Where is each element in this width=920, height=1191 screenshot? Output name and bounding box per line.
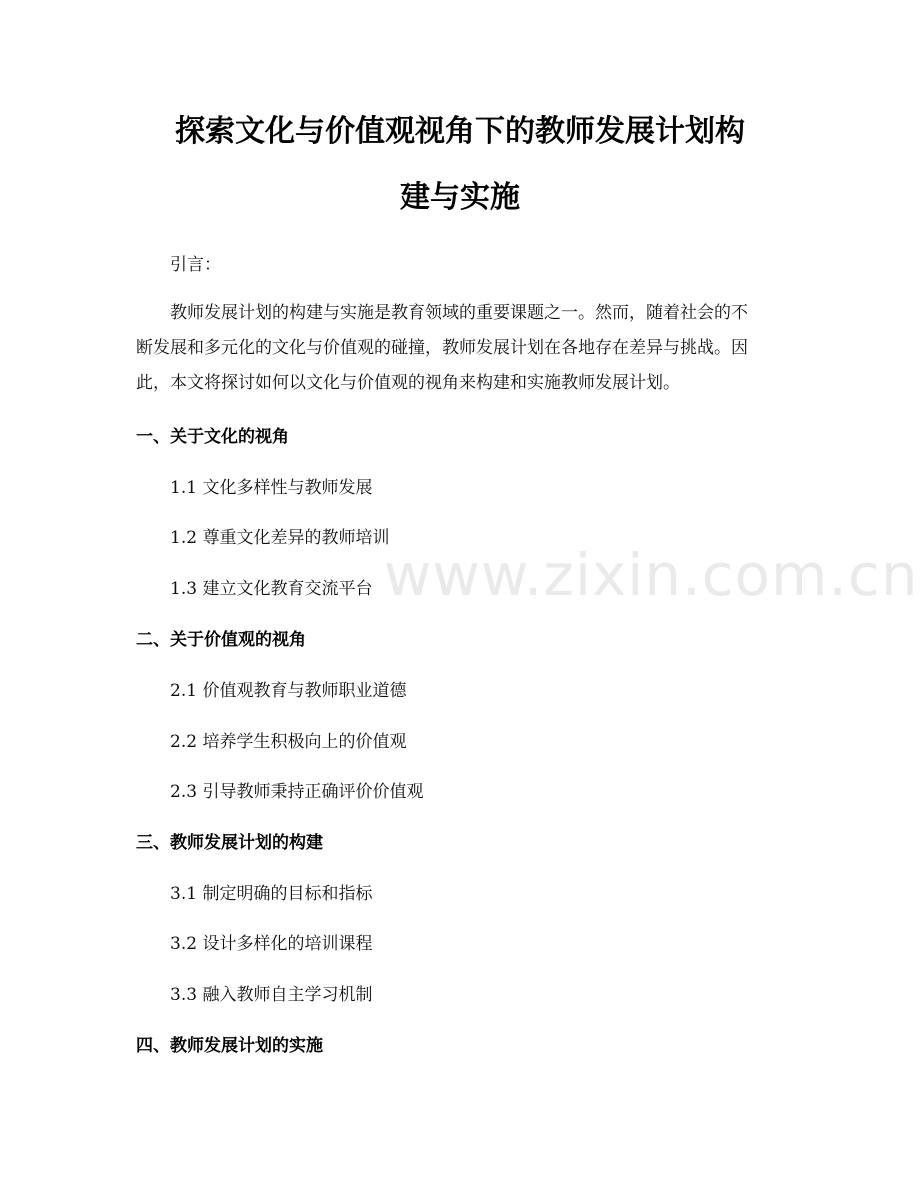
section-heading: 三、教师发展计划的构建 [136, 833, 323, 853]
intro-paragraph-line: 教师发展计划的构建与实施是教育领域的重要课题之一。然而，随着社会的不 [170, 303, 748, 323]
section-heading: 二、关于价值观的视角 [136, 630, 306, 650]
document-title-line-2: 建与实施 [400, 180, 520, 215]
section-item: 2.1 价值观教育与教师职业道德 [170, 681, 407, 701]
intro-paragraph-line: 断发展和多元化的文化与价值观的碰撞，教师发展计划在各地存在差异与挑战。因 [136, 338, 748, 358]
section-item: 3.3 融入教师自主学习机制 [170, 985, 373, 1005]
section-heading: 一、关于文化的视角 [136, 427, 289, 447]
section-heading: 四、教师发展计划的实施 [136, 1036, 323, 1056]
document-title-line-1: 探索文化与价值观视角下的教师发展计划构 [175, 114, 745, 149]
intro-label: 引言： [170, 255, 221, 275]
section-item: 3.1 制定明确的目标和指标 [170, 884, 373, 904]
section-item: 1.3 建立文化教育交流平台 [170, 579, 373, 599]
section-item: 1.2 尊重文化差异的教师培训 [170, 528, 390, 548]
section-item: 2.2 培养学生积极向上的价值观 [170, 732, 407, 752]
intro-paragraph-line: 此，本文将探讨如何以文化与价值观的视角来构建和实施教师发展计划。 [136, 373, 680, 393]
section-item: 3.2 设计多样化的培训课程 [170, 934, 373, 954]
section-item: 2.3 引导教师秉持正确评价价值观 [170, 782, 424, 802]
section-item: 1.1 文化多样性与教师发展 [170, 478, 373, 498]
watermark: www.zixin.com.cn [384, 541, 919, 609]
